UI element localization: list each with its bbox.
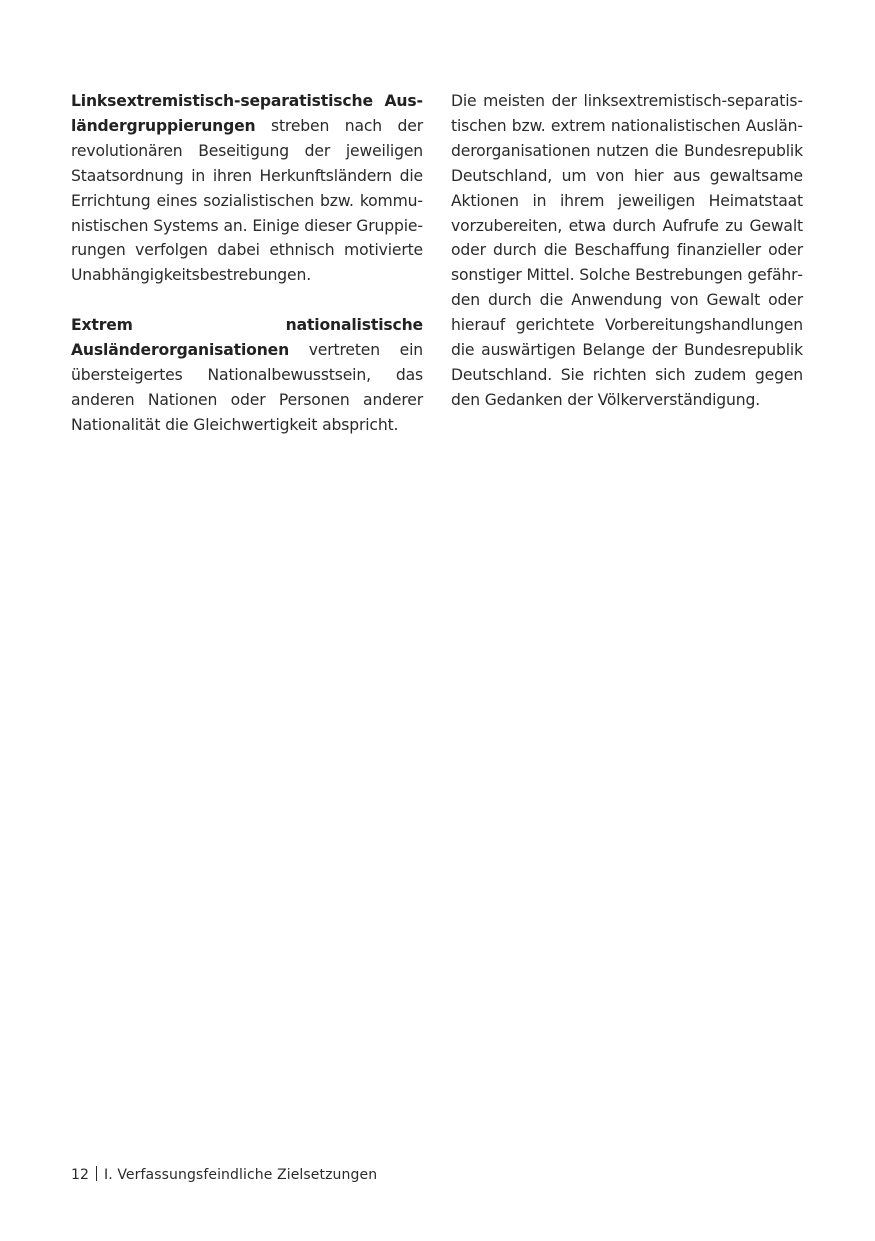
page-number: 12 (71, 1167, 90, 1183)
paragraph-body: streben nach der revolutionären Beseitigung der jeweiligen Staatsordnung in ihren Herkunftsländern die Errichtung eines sozialistischen bzw. kommunistischen Systems an. Einige dieser Gruppierungen verfolgen dabei ethnisch motivierte Unabhängigkeitsbestrebungen. (71, 116, 423, 285)
paragraph-lead-bold: Linksextremistisch-separatistische Ausländergruppierungen (71, 92, 423, 135)
paragraph-left-separatist-groups (71, 89, 423, 288)
paragraph-right-usage-of-germany: Die meisten der linksextremistisch-separatistischen bzw. extrem nationalistischen Ausländerorganisationen nutzen die Bundesrepublik Deutschland, um von hier aus gewaltsame Aktionen in ihrem jeweiligen Heimatstaat vorzubereiten, etwa durch Aufrufe zu Gewalt oder durch die Beschaffung finanzieller oder sonstiger Mittel. Solche Bestrebungen gefährden durch die Anwendung von Gewalt oder hierauf gerichtete Vorbereitungshandlungen die auswärtigen Belange der Bundesrepublik Deutschland. Sie richten sich zudem gegen den Gedanken der Völkerverständigung. (451, 92, 803, 409)
page-footer (71, 1166, 377, 1184)
footer-separator (96, 1166, 97, 1181)
paragraph-left-nationalist-organizations (71, 313, 423, 438)
paragraph-body: vertreten ein übersteigertes Nationalbewusstsein, das anderen Nationen oder Personen anderer Nationalität die Gleichwertigkeit abspricht. (71, 341, 423, 434)
left-column (71, 89, 423, 438)
footer-section-title: I. Verfassungsfeindliche Zielsetzungen (104, 1167, 378, 1183)
paragraph-lead-bold: Extrem nationalistische Ausländerorganisationen (71, 316, 423, 360)
right-column (451, 89, 803, 413)
